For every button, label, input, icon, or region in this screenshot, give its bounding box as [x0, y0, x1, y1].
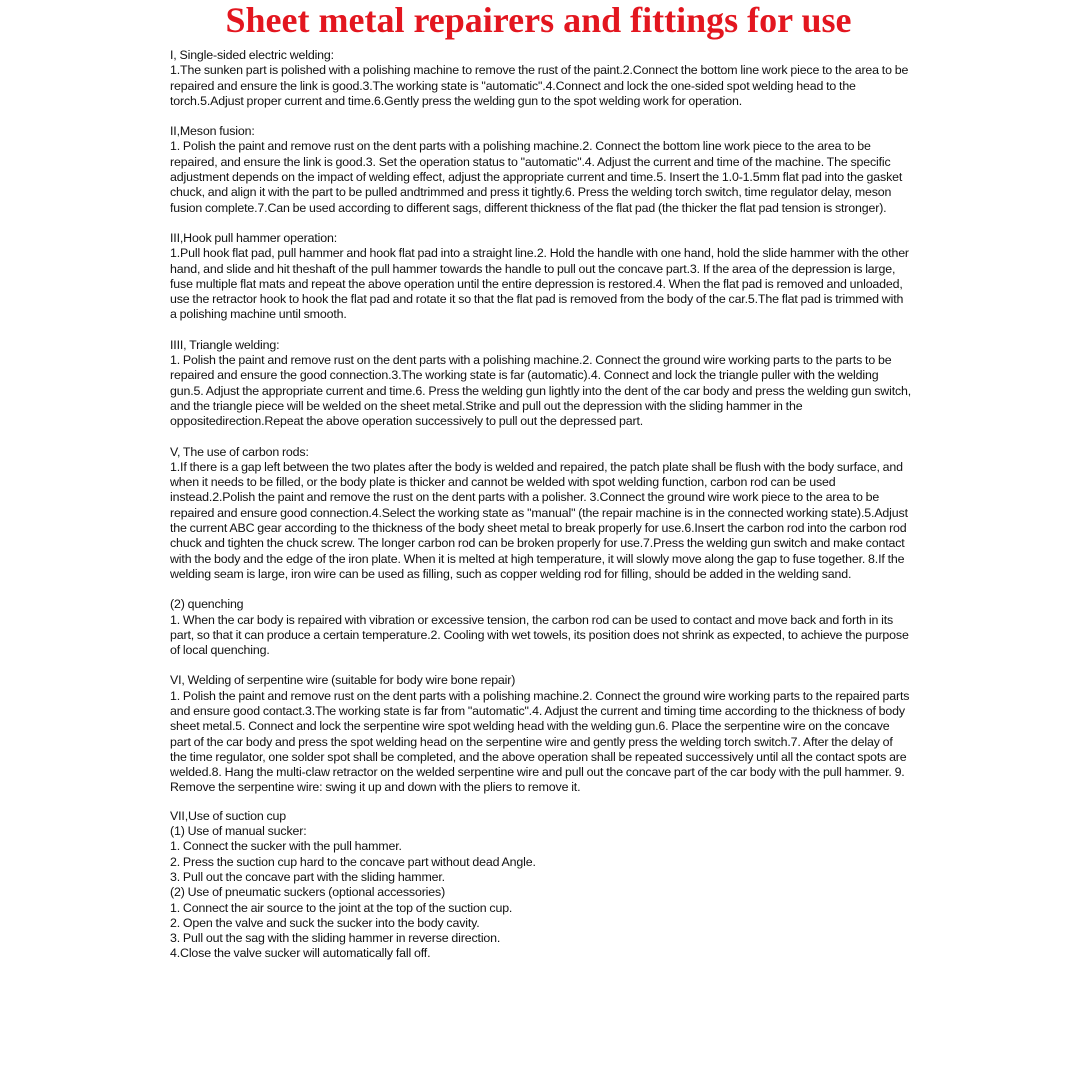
suction-line: 1. Connect the air source to the joint at the top of the suction cup.	[170, 900, 513, 915]
suction-line: 2. Open the valve and suck the sucker into the body cavity.	[170, 915, 480, 930]
section-hook-pull-hammer	[170, 231, 912, 323]
suction-line: 3. Pull out the concave part with the sliding hammer.	[170, 869, 445, 884]
suction-line: 3. Pull out the sag with the sliding hammer in reverse direction.	[170, 931, 501, 946]
section-heading: II,Meson fusion:	[170, 124, 255, 139]
section-text: 1.If there is a gap left between the two plates after the body is welded and repaired, the patch plate shall be flush with the body surface, and when it needs to be filled, or the body plate is thicker and cannot be welded with spot welding function, carbon rod can be used instead.2.Polish the paint and remove the rust on the dent parts with a polisher. 3.Connect the ground wire work piece to the area to be repaired and ensure good connection.4.Select the working state as "manual" (the repair machine is in the connected working state).5.Adjust the current ABC gear according to the thickness of the body sheet metal to break properly for use.6.Insert the carbon rod into the carbon rod chuck and tighten the chuck screw. The longer carbon rod can be broken properly for use.7.Press the welding gun switch and make contact with the body and the edge of the iron plate. When it is melted at high temperature, it will slowly move along the gap to fuse together. 8.If the welding seam is large, iron wire can be used as filling, such as copper welding rod for filling, should be added in the welding sand.	[170, 459, 908, 581]
section-suction-cup	[170, 809, 912, 962]
section-heading: VII,Use of suction cup	[170, 808, 287, 823]
section-heading: III,Hook pull hammer operation:	[170, 230, 338, 245]
section-text: 1. Polish the paint and remove rust on the dent parts with a polishing machine.2. Connect the bottom line work piece to the area to be repaired, and ensure the link is good.3. Set the operation status to "automatic".4. Adjust the current and time of the machine. The specific adjustment depends on the impact of welding effect, adjust the appropriate current and time.5. Insert the 1.0-1.5mm flat pad into the gasket chuck, and align it with the part to be pulled andtrimmed and press it tightly.6. Press the welding torch switch, time regulator delay, meson fusion complete.7.Can be used according to different sags, different thickness of the flat pad (the thicker the flat pad tension is stronger).	[170, 139, 903, 215]
suction-line: 4.Close the valve sucker will automatically fall off.	[170, 946, 431, 961]
section-triangle-welding	[170, 338, 912, 430]
section-single-sided-welding	[170, 48, 912, 109]
section-heading: (2) quenching	[170, 597, 244, 612]
section-text: 1.The sunken part is polished with a polishing machine to remove the rust of the paint.2.Connect the bottom line work piece to the area to be repaired and ensure the link is good.3.The working state is "automatic".4.Connect and lock the one-sided spot welding head to the torch.5.Adjust proper current and time.6.Gently press the welding gun to the spot welding work for operation.	[170, 63, 909, 108]
section-heading: IIII, Triangle welding:	[170, 337, 280, 352]
section-text: 1. Polish the paint and remove rust on the dent parts with a polishing machine.2. Connect the ground wire working parts to the repaired parts and ensure good contact.3.The working state is far from "automatic".4. Adjust the current and timing time according to the thickness of body sheet metal.5. Connect and lock the serpentine wire spot welding head with the welding gun.6. Place the serpentine wire on the concave part of the car body and press the spot welding head on the serpentine wire and gently press the welding torch switch.7. After the delay of the time regulator, one solder spot shall be completed, and the above operation shall be repeated successively until all the contact spots are welded.8. Hang the multi-claw retractor on the welded serpentine wire and pull out the concave part of the car body with the pull hammer. 9. Remove the serpentine wire: swing it up and down with the pliers to remove it.	[170, 688, 910, 795]
section-heading: I, Single-sided electric welding:	[170, 48, 334, 62]
section-heading: VI, Welding of serpentine wire (suitable for body wire bone repair)	[170, 673, 516, 688]
section-text: 1. Polish the paint and remove rust on the dent parts with a polishing machine.2. Connect the ground wire working parts to the parts to be repaired and ensure the good connection.3.The working state is far (automatic).4. Connect and lock the triangle puller with the welding gun.5. Adjust the appropriate current and time.6. Press the welding gun lightly into the dent of the car body and press the welding gun switch, and the triangle piece will be welded on the sheet metal.Strike and pull out the depression with the sliding hammer in the oppositedirection.Repeat the above operation successively to pull out the depressed part.	[170, 353, 912, 429]
section-heading: V, The use of carbon rods:	[170, 444, 309, 459]
suction-line: (1) Use of manual sucker:	[170, 824, 307, 839]
section-quenching	[170, 597, 912, 658]
suction-line: (2) Use of pneumatic suckers (optional accessories)	[170, 885, 446, 900]
page-title: Sheet metal repairers and fittings for use	[225, 0, 852, 40]
section-text: 1. When the car body is repaired with vibration or excessive tension, the carbon rod can be used to contact and move back and forth in its part, so that it can produce a certain temperature.2. Cooling with wet towels, its position does not shrink as expected, to achieve the purpose of local quenching.	[170, 612, 909, 658]
section-carbon-rods	[170, 445, 912, 583]
section-serpentine-wire	[170, 673, 912, 795]
section-meson-fusion	[170, 124, 912, 216]
suction-line: 1. Connect the sucker with the pull hammer.	[170, 839, 402, 854]
suction-line: 2. Press the suction cup hard to the concave part without dead Angle.	[170, 854, 536, 869]
section-text: 1.Pull hook flat pad, pull hammer and hook flat pad into a straight line.2. Hold the handle with one hand, hold the slide hammer with the other hand, and slide and hit theshaft of the pull hammer towards the handle to pull out the concave part.3. If the area of the depression is large, fuse multiple flat mats and repeat the above operation until the entire depression is restored.4. When the flat pad is removed and unloaded, use the retractor hook to hook the flat pad and rotate it so that the flat pad is removed from the body of the car.5.The flat pad is trimmed with a polishing machine until smooth.	[170, 246, 909, 322]
instructions-body	[170, 48, 912, 977]
